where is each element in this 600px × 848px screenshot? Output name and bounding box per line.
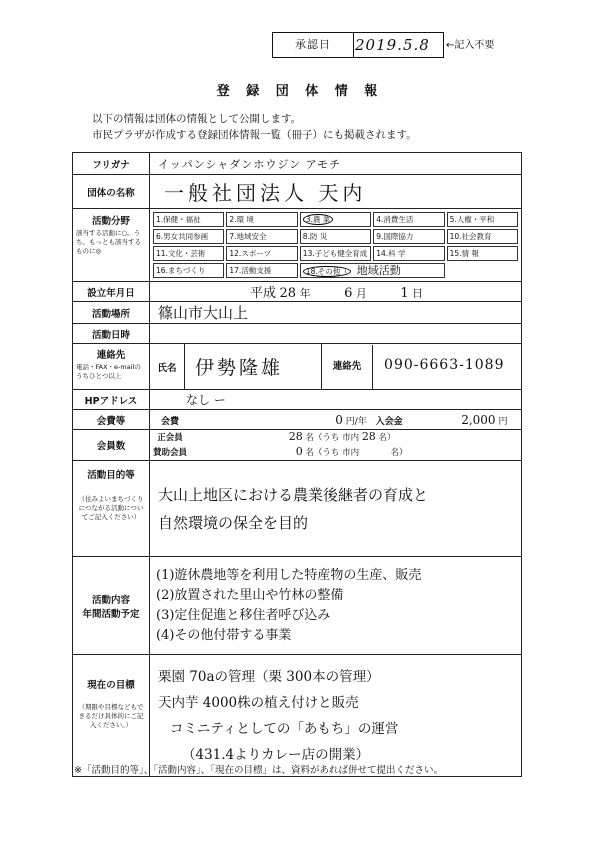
goals-line-4: （431.4よりカレー店の開業） bbox=[182, 746, 370, 763]
category-option-label: 8.防 災 bbox=[302, 232, 328, 241]
founded-month: 6 bbox=[344, 286, 353, 301]
content-line-1: (1)遊休農地等を利用した特産物の生産、販売 bbox=[156, 567, 422, 583]
founded-label: 設立年月日 bbox=[73, 282, 150, 302]
entry-fee-field[interactable]: 2,000 bbox=[461, 412, 496, 427]
support-member-field[interactable]: 0 bbox=[295, 445, 303, 458]
category-option-15[interactable] bbox=[447, 246, 518, 261]
contact-tel-field[interactable]: 090-6663-1089 bbox=[384, 356, 505, 373]
category-option-label: 2.環 境 bbox=[229, 215, 254, 224]
category-option-label: 11.文化・芸術 bbox=[156, 249, 206, 258]
regular-member-unit: 名（うち 市内 bbox=[305, 433, 360, 443]
support-member-label: 賛助会員 bbox=[152, 448, 187, 458]
goals-field[interactable] bbox=[150, 655, 522, 777]
category-option-17[interactable] bbox=[226, 263, 297, 278]
time-field[interactable] bbox=[150, 324, 522, 344]
category-option-label: 12.スポーツ bbox=[229, 249, 272, 258]
regular-member-city[interactable]: 28 bbox=[361, 430, 376, 443]
category-option-3[interactable] bbox=[300, 212, 371, 227]
content-label: 活動内容 bbox=[91, 594, 130, 606]
founded-month-unit: 月 bbox=[355, 287, 367, 300]
category-option-2[interactable] bbox=[226, 212, 297, 227]
category-option-label: 9.国際協力 bbox=[376, 232, 414, 241]
goals-line-2: 天内芋 4000株の植え付けと販売 bbox=[158, 694, 359, 711]
category-grid bbox=[150, 209, 521, 281]
purpose-field[interactable] bbox=[150, 461, 522, 557]
hp-label: HPアドレス bbox=[73, 390, 150, 410]
category-option-8[interactable] bbox=[300, 229, 371, 244]
category-option-label: 3.農 業 bbox=[303, 214, 334, 225]
founded-field[interactable] bbox=[150, 282, 522, 302]
regular-member-end: 名） bbox=[378, 433, 396, 443]
founded-year-unit: 年 bbox=[299, 287, 311, 300]
entry-fee-label: 入会金 bbox=[375, 416, 403, 427]
category-option-label: 1.保健・福祉 bbox=[156, 215, 201, 224]
founded-year: 28 bbox=[279, 286, 297, 301]
purpose-label: 活動目的等 bbox=[87, 470, 135, 481]
goals-label: 現在の目標 bbox=[87, 680, 135, 691]
approval-date[interactable]: 2019.5.8 bbox=[355, 36, 430, 54]
footnote: ※「活動目的等」、「活動内容」、「現在の目標」は、資料があれば併せて提出ください。 bbox=[74, 765, 443, 776]
category-option-label: 4.消費生活 bbox=[376, 215, 414, 224]
place-field[interactable]: 篠山市大山上 bbox=[150, 302, 522, 324]
regular-member-field[interactable]: 28 bbox=[288, 430, 303, 443]
goals-note: （期限や目標などもできるだけ具体的にご記入ください。） bbox=[78, 703, 144, 730]
purpose-note: （住みよいまちづくりにつながる活動についてご記入ください） bbox=[78, 495, 144, 522]
category-option-18[interactable] bbox=[300, 263, 445, 278]
category-option-9[interactable] bbox=[373, 229, 444, 244]
fee-unit: 円/年 bbox=[345, 416, 367, 427]
category-option-label: 17.活動支援 bbox=[229, 266, 272, 275]
category-option-label: 5.人権・平和 bbox=[449, 215, 495, 224]
registration-table bbox=[72, 152, 522, 777]
category-option-16[interactable] bbox=[153, 263, 224, 278]
content-field[interactable] bbox=[150, 557, 522, 655]
category-option-label: 7.地域安全 bbox=[229, 232, 267, 241]
content-label-2: 年間活動予定 bbox=[82, 608, 140, 620]
founded-era: 平成 bbox=[250, 286, 277, 301]
support-member-unit: 名（うち 市内 bbox=[305, 448, 360, 458]
content-line-2: (2)放置された里山や竹林の整備 bbox=[156, 587, 344, 603]
approval-note: ←記入不要 bbox=[446, 40, 495, 51]
time-label: 活動日時 bbox=[73, 324, 150, 344]
category-option-10[interactable] bbox=[447, 229, 518, 244]
category-option-12[interactable] bbox=[226, 246, 297, 261]
contact-tel-label: 連絡先 bbox=[322, 345, 373, 389]
fee-label: 会費等 bbox=[73, 410, 150, 430]
members-label: 会員数 bbox=[73, 430, 150, 461]
hp-field[interactable]: なし ー bbox=[150, 390, 522, 410]
approval-box bbox=[272, 32, 444, 58]
contact-name-field[interactable]: 伊勢隆雄 bbox=[195, 357, 284, 379]
category-option-11[interactable] bbox=[153, 246, 224, 261]
category-option-6[interactable] bbox=[153, 229, 224, 244]
category-option-7[interactable] bbox=[226, 229, 297, 244]
category-option-label: 14.科 学 bbox=[376, 249, 406, 258]
support-member-end: 名） bbox=[390, 448, 408, 458]
goals-line-1: 栗園 70aの管理（栗 300本の管理） bbox=[158, 668, 380, 685]
purpose-line-1: 大山上地区における農業後継者の育成と bbox=[158, 485, 429, 504]
category-option-1[interactable] bbox=[153, 212, 224, 227]
furigana-label: フリガナ bbox=[73, 153, 150, 175]
founded-day-unit: 日 bbox=[412, 287, 424, 300]
content-line-3: (3)定住促進と移住者呼び込み bbox=[156, 607, 331, 623]
purpose-line-2: 自然環境の保全を目的 bbox=[158, 513, 309, 532]
place-label: 活動場所 bbox=[73, 302, 150, 324]
category-option-label: 6.男女共同参画 bbox=[156, 232, 209, 241]
page-title: 登 録 団 体 情 報 bbox=[216, 84, 384, 99]
furigana-field[interactable]: イッパンシャダンホウジン アモチ bbox=[150, 153, 522, 175]
category-option-5[interactable] bbox=[447, 212, 518, 227]
founded-day: 1 bbox=[400, 286, 409, 301]
category-option-14[interactable] bbox=[373, 246, 444, 261]
intro-line-1: 以下の情報は団体の情報として公開します。 bbox=[92, 113, 302, 125]
category-option-13[interactable] bbox=[300, 246, 371, 261]
category-other-value: 地域活動 bbox=[356, 264, 401, 277]
contact-name-label: 氏名 bbox=[150, 344, 185, 390]
entry-fee-unit: 円 bbox=[498, 416, 508, 427]
regular-member-label: 正会員 bbox=[157, 433, 183, 443]
contact-note: 電話・FAX・e-mailのうちひとつ以上 bbox=[76, 363, 141, 381]
name-label: 団体の名称 bbox=[73, 175, 150, 209]
category-option-4[interactable] bbox=[373, 212, 444, 227]
category-option-label: 18.その他（ bbox=[303, 266, 351, 277]
approval-label: 承認日 bbox=[273, 33, 354, 57]
category-option-label: 15.情 報 bbox=[449, 249, 479, 258]
fee-field[interactable]: 0 bbox=[335, 412, 343, 427]
fee-sub-label: 会費 bbox=[160, 416, 179, 427]
category-option-label: 13.子ども健全育成 bbox=[302, 249, 368, 258]
content-line-4: (4)その他付帯する事業 bbox=[156, 627, 292, 643]
contact-label: 連絡先 bbox=[96, 350, 126, 361]
intro-line-2: 市民プラザが作成する登録団体情報一覧（冊子）にも掲載されます。 bbox=[92, 129, 417, 141]
category-option-label: 16.まちづくり bbox=[156, 266, 206, 275]
name-field[interactable]: 一般社団法人 天内 bbox=[150, 175, 522, 209]
category-note: 該当する活動に○。うち、もっとも該当するものに◎ bbox=[76, 229, 141, 256]
category-label: 活動分野 bbox=[91, 216, 130, 227]
category-option-label: 10.社会教育 bbox=[449, 232, 492, 241]
goals-line-3: コミニティとしての「あもち」の運営 bbox=[170, 720, 399, 737]
